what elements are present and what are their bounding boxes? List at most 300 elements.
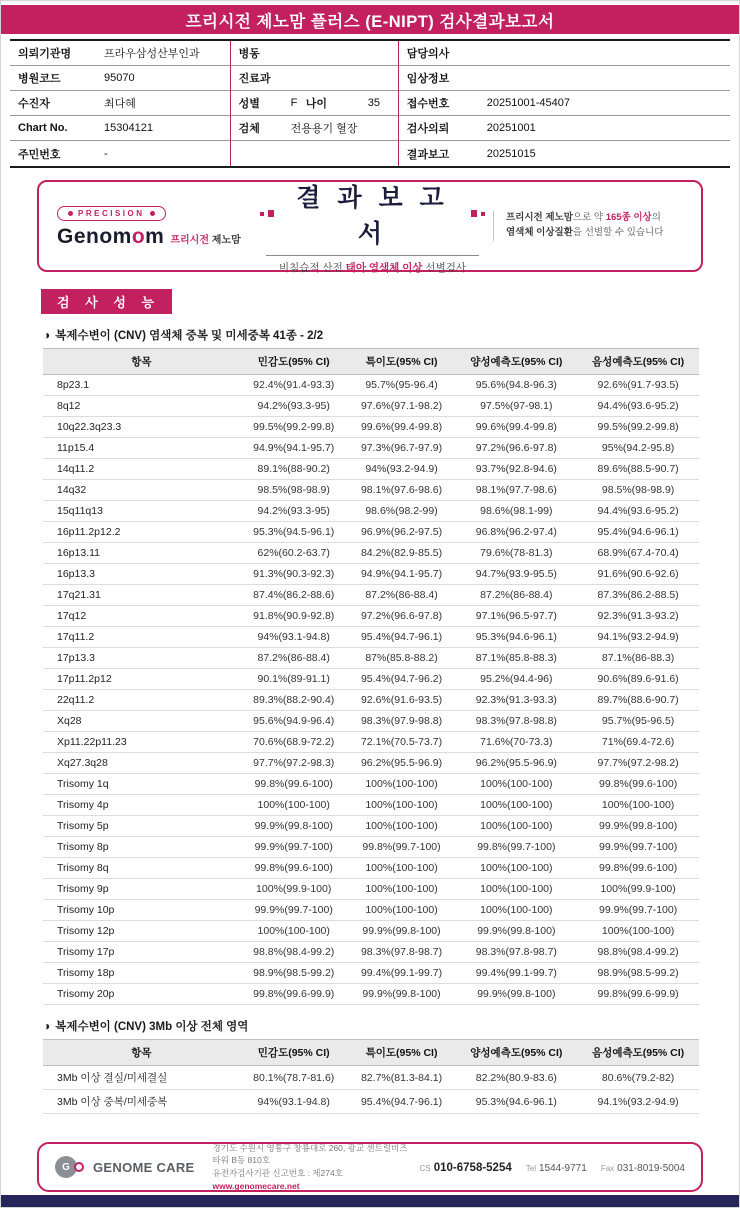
table-row xyxy=(43,879,699,900)
patient-info-row xyxy=(10,116,230,141)
value-cell: 99.8%(99.6-100) xyxy=(577,858,699,879)
table2-caption-text: 복제수변이 (CNV) 3Mb 이상 전체 영역 xyxy=(55,1021,249,1033)
value-cell: 100%(100-100) xyxy=(455,816,577,837)
value-cell: 70.6%(68.9-72.2) xyxy=(240,732,348,753)
table-row xyxy=(43,774,699,795)
promo-line-2 xyxy=(506,226,683,241)
field-label: 임상정보 xyxy=(406,73,450,85)
value-cell: 94.9%(94.1-95.7) xyxy=(240,438,348,459)
contact-info xyxy=(420,1158,685,1176)
value-cell: 68.9%(67.4-70.4) xyxy=(577,543,699,564)
value-cell: 87.2%(86-88.4) xyxy=(455,585,577,606)
value-cell: 99.8%(99.6-100) xyxy=(240,858,348,879)
item-cell: Trisomy 18p xyxy=(43,963,240,984)
value-cell: 71%(69.4-72.6) xyxy=(577,732,699,753)
report-title-banner xyxy=(1,5,739,34)
item-cell: 10q22.3q23.3 xyxy=(43,417,240,438)
field-label: 주민번호 xyxy=(18,148,61,161)
value-cell: 98.6%(98.2-99) xyxy=(348,501,456,522)
item-cell: 14q11.2 xyxy=(43,459,240,480)
item-cell: 8q12 xyxy=(43,396,240,417)
value-cell: 98.9%(98.5-99.2) xyxy=(577,963,699,984)
table-row xyxy=(43,396,699,417)
genomecare-logo xyxy=(55,1156,195,1178)
item-cell: Trisomy 4p xyxy=(43,795,240,816)
table-row xyxy=(43,375,699,396)
value-cell: 99.9%(99.7-100) xyxy=(240,900,348,921)
value-cell: 100%(100-100) xyxy=(455,879,577,900)
cs-label: CS xyxy=(419,1164,431,1173)
table-header-row xyxy=(43,1040,699,1066)
subtitle-post: 선별검사 xyxy=(422,261,467,274)
subtitle-emphasis: 태아 염색체 이상 xyxy=(345,261,423,274)
value-cell: 95.4%(94.7-96.1) xyxy=(348,1090,456,1114)
value-cell: 94.4%(93.6-95.2) xyxy=(577,396,699,417)
item-cell: Trisomy 8p xyxy=(43,837,240,858)
value-cell: 87.4%(86.2-88.6) xyxy=(240,585,348,606)
patient-info-row xyxy=(399,141,730,166)
table-row xyxy=(43,564,699,585)
value-cell: 95.6%(94.9-96.4) xyxy=(240,711,348,732)
value-cell: 87%(85.8-88.2) xyxy=(348,648,456,669)
table-row xyxy=(43,795,699,816)
tel-contact xyxy=(526,1158,587,1176)
field-value: 프라우삼성산부인과 xyxy=(104,48,200,60)
value-cell: 99.8%(99.7-100) xyxy=(455,837,577,858)
patient-info-row xyxy=(231,116,398,141)
patient-info-col-middle xyxy=(230,41,399,166)
value-cell: 98.9%(98.5-99.2) xyxy=(240,963,348,984)
logo-text-pre: Genom xyxy=(57,225,132,248)
patient-info-row xyxy=(231,141,398,166)
title-divider xyxy=(266,255,479,256)
square-decoration-icon xyxy=(481,212,485,216)
column-header: 특이도(95% CI) xyxy=(348,349,456,375)
patient-info-row xyxy=(399,91,730,116)
company-address-line2: 유전자검사기관 신고번호 : 제274호 xyxy=(212,1168,343,1178)
item-cell: 3Mb 이상 결실/미세결실 xyxy=(43,1066,240,1090)
item-cell: 16p11.2p12.2 xyxy=(43,522,240,543)
value-cell: 71.6%(70-73.3) xyxy=(455,732,577,753)
value-cell: 100%(99.9-100) xyxy=(240,879,348,900)
company-address-block xyxy=(213,1142,408,1193)
value-cell: 98.8%(98.4-99.2) xyxy=(240,942,348,963)
column-header: 특이도(95% CI) xyxy=(348,1040,456,1066)
item-cell: Trisomy 20p xyxy=(43,984,240,1005)
badge-dot-icon xyxy=(68,211,73,216)
value-cell: 82.2%(80.9-83.6) xyxy=(455,1066,577,1090)
field-label: 접수번호 xyxy=(406,98,450,110)
field-value: 35 xyxy=(367,97,381,109)
value-cell: 89.7%(88.6-90.7) xyxy=(577,690,699,711)
item-cell: 17q11.2 xyxy=(43,627,240,648)
value-cell: 100%(100-100) xyxy=(240,795,348,816)
value-cell: 96.9%(96.2-97.5) xyxy=(348,522,456,543)
value-cell: 94.9%(94.1-95.7) xyxy=(348,564,456,585)
table-row xyxy=(43,438,699,459)
logo-wordmark xyxy=(57,225,252,249)
value-cell: 94.7%(93.9-95.5) xyxy=(455,564,577,585)
patient-info-col-left xyxy=(10,41,230,166)
field-value: F xyxy=(290,97,298,109)
promo-text: 을 선별할 수 있습니다 xyxy=(572,227,664,238)
table-row xyxy=(43,1090,699,1114)
table-row xyxy=(43,753,699,774)
value-cell: 99.4%(99.1-99.7) xyxy=(455,963,577,984)
result-report-header-box xyxy=(37,180,703,272)
value-cell: 95.3%(94.6-96.1) xyxy=(455,627,577,648)
value-cell: 72.1%(70.5-73.7) xyxy=(348,732,456,753)
value-cell: 97.3%(96.7-97.9) xyxy=(348,438,456,459)
value-cell: 99.5%(99.2-99.8) xyxy=(577,417,699,438)
value-cell: 99.9%(99.7-100) xyxy=(577,837,699,858)
value-cell: 98.1%(97.6-98.6) xyxy=(348,480,456,501)
value-cell: 97.7%(97.2-98.3) xyxy=(240,753,348,774)
table-row xyxy=(43,543,699,564)
value-cell: 95.7%(95-96.5) xyxy=(577,711,699,732)
item-cell: Xp11.22p11.23 xyxy=(43,732,240,753)
table-row xyxy=(43,963,699,984)
result-report-title-block xyxy=(252,178,493,275)
column-header: 양성예측도(95% CI) xyxy=(455,1040,577,1066)
logo-text xyxy=(57,225,164,249)
table2-caption xyxy=(43,1018,697,1034)
half-circle-icon: ◑ xyxy=(43,1019,51,1033)
field-label: 의뢰기관명 xyxy=(18,48,72,60)
patient-info-row xyxy=(231,66,398,91)
logo-korean-name xyxy=(170,231,240,246)
table-row xyxy=(43,669,699,690)
value-cell: 100%(100-100) xyxy=(455,900,577,921)
genomecare-logo-ring-icon xyxy=(74,1162,84,1172)
value-cell: 92.3%(91.3-93.3) xyxy=(455,690,577,711)
value-cell: 100%(100-100) xyxy=(455,774,577,795)
field-label: 진료과 xyxy=(238,73,271,85)
field-value: 95070 xyxy=(104,72,135,84)
patient-info-row xyxy=(399,66,730,91)
value-cell: 95.4%(94.7-96.2) xyxy=(348,669,456,690)
logo-kr-precision: 프리시전 xyxy=(170,235,209,246)
value-cell: 95.4%(94.7-96.1) xyxy=(348,627,456,648)
item-cell: Trisomy 5p xyxy=(43,816,240,837)
value-cell: 97.2%(96.6-97.8) xyxy=(348,606,456,627)
patient-info-row xyxy=(231,91,398,116)
patient-info-row xyxy=(399,41,730,66)
company-name: GENOME CARE xyxy=(93,1159,195,1175)
field-value: 최다혜 xyxy=(104,98,136,110)
promo-text: 으로 약 xyxy=(572,212,606,224)
company-address-line1: 경기도 수원시 영통구 창룡대로 260, 광교 센트럴비즈타워 B동 810호 xyxy=(212,1142,408,1166)
value-cell: 99.9%(99.8-100) xyxy=(455,921,577,942)
value-cell: 100%(100-100) xyxy=(577,795,699,816)
field-label: 검체 xyxy=(238,123,260,135)
value-cell: 95.4%(94.6-96.1) xyxy=(577,522,699,543)
field-label: 수진자 xyxy=(18,98,50,110)
field-value: 전용용기 혈장 xyxy=(290,123,358,135)
value-cell: 89.1%(88-90.2) xyxy=(240,459,348,480)
value-cell: 100%(100-100) xyxy=(348,858,456,879)
table-row xyxy=(43,627,699,648)
fax-number: 031-8019-5004 xyxy=(617,1163,685,1174)
value-cell: 96.2%(95.5-96.9) xyxy=(455,753,577,774)
fax-label: Fax xyxy=(600,1164,615,1173)
item-cell: 22q11.2 xyxy=(43,690,240,711)
badge-label: PRECISION xyxy=(78,209,145,218)
value-cell: 80.6%(79.2-82) xyxy=(577,1066,699,1090)
column-header: 음성예측도(95% CI) xyxy=(577,1040,699,1066)
value-cell: 92.3%(91.3-93.2) xyxy=(577,606,699,627)
table-row xyxy=(43,900,699,921)
value-cell: 100%(100-100) xyxy=(577,921,699,942)
value-cell: 92.4%(91.4-93.3) xyxy=(240,375,348,396)
item-cell: 17q12 xyxy=(43,606,240,627)
patient-info-row xyxy=(399,116,730,141)
value-cell: 98.3%(97.8-98.8) xyxy=(455,711,577,732)
value-cell: 99.4%(99.1-99.7) xyxy=(348,963,456,984)
promo-text: 의 xyxy=(651,212,661,224)
logo-accent-o: o xyxy=(131,225,146,248)
item-cell: Trisomy 10p xyxy=(43,900,240,921)
field-value: 15304121 xyxy=(104,122,153,134)
genomecare-logo-icon: G xyxy=(55,1156,77,1178)
field-label: 병동 xyxy=(238,48,260,60)
patient-info-col-right xyxy=(399,41,730,166)
value-cell: 94.2%(93.3-95) xyxy=(240,396,348,417)
value-cell: 93.7%(92.8-94.6) xyxy=(455,459,577,480)
promo-line-1 xyxy=(506,211,683,226)
patient-info-row xyxy=(10,66,230,91)
value-cell: 98.6%(98.1-99) xyxy=(455,501,577,522)
field-label: 검사의뢰 xyxy=(406,123,450,135)
value-cell: 99.8%(99.7-100) xyxy=(348,837,456,858)
value-cell: 91.6%(90.6-92.6) xyxy=(577,564,699,585)
table-header-row xyxy=(43,349,699,375)
patient-info-row xyxy=(10,141,230,166)
value-cell: 99.9%(99.8-100) xyxy=(240,816,348,837)
footer-company-box xyxy=(37,1142,703,1192)
table-row xyxy=(43,501,699,522)
value-cell: 98.5%(98-98.9) xyxy=(240,480,348,501)
table1-caption xyxy=(43,327,697,343)
value-cell: 87.3%(86.2-88.5) xyxy=(577,585,699,606)
item-cell: 8p23.1 xyxy=(43,375,240,396)
value-cell: 87.1%(86-88.3) xyxy=(577,648,699,669)
value-cell: 89.6%(88.5-90.7) xyxy=(577,459,699,480)
table-row xyxy=(43,984,699,1005)
value-cell: 99.6%(99.4-99.8) xyxy=(348,417,456,438)
patient-info-block xyxy=(10,39,730,168)
item-cell: 17p11.2p12 xyxy=(43,669,240,690)
value-cell: 98.1%(97.7-98.6) xyxy=(455,480,577,501)
result-report-subtitle xyxy=(260,260,485,275)
promo-text: 프리시전 제노맘 xyxy=(506,212,573,224)
table-row xyxy=(43,648,699,669)
patient-info-row xyxy=(10,91,230,116)
value-cell: 94.1%(93.2-94.9) xyxy=(577,627,699,648)
value-cell: 97.7%(97.2-98.2) xyxy=(577,753,699,774)
promo-text-block xyxy=(493,211,683,240)
table-row xyxy=(43,711,699,732)
value-cell: 99.9%(99.8-100) xyxy=(577,816,699,837)
field-value: 20251015 xyxy=(486,147,536,160)
value-cell: 89.3%(88.2-90.4) xyxy=(240,690,348,711)
value-cell: 99.9%(99.8-100) xyxy=(348,984,456,1005)
value-cell: 94%(93.1-94.8) xyxy=(240,1090,348,1114)
column-header: 양성예측도(95% CI) xyxy=(455,349,577,375)
section-header-test-performance: 검 사 성 능 xyxy=(41,289,172,314)
field-value: 20251001-45407 xyxy=(486,97,570,109)
value-cell: 100%(100-100) xyxy=(348,879,456,900)
value-cell: 87.2%(86-88.4) xyxy=(240,648,348,669)
value-cell: 79.6%(78-81.3) xyxy=(455,543,577,564)
field-value: - xyxy=(104,147,108,160)
item-cell: 11p15.4 xyxy=(43,438,240,459)
value-cell: 100%(100-100) xyxy=(348,795,456,816)
value-cell: 87.1%(85.8-88.3) xyxy=(455,648,577,669)
tel-number: 1544-9771 xyxy=(538,1163,587,1174)
table-row xyxy=(43,921,699,942)
value-cell: 94%(93.2-94.9) xyxy=(348,459,456,480)
value-cell: 95%(94.2-95.8) xyxy=(577,438,699,459)
value-cell: 98.8%(98.4-99.2) xyxy=(577,942,699,963)
value-cell: 94.1%(93.2-94.9) xyxy=(577,1090,699,1114)
field-value: 20251001 xyxy=(486,122,536,134)
subtitle-pre: 비침습적 산전 xyxy=(278,261,346,274)
value-cell: 98.3%(97.8-98.7) xyxy=(348,942,456,963)
square-decoration-icon xyxy=(260,212,264,216)
cs-contact xyxy=(420,1158,512,1176)
logo-kr-genomom: 제노맘 xyxy=(211,235,241,246)
value-cell: 99.8%(99.6-99.9) xyxy=(240,984,348,1005)
table-row xyxy=(43,480,699,501)
table-row xyxy=(43,585,699,606)
value-cell: 90.6%(89.6-91.6) xyxy=(577,669,699,690)
item-cell: Trisomy 9p xyxy=(43,879,240,900)
column-header: 민감도(95% CI) xyxy=(240,349,348,375)
value-cell: 97.2%(96.6-97.8) xyxy=(455,438,577,459)
table-row xyxy=(43,417,699,438)
field-label: 담당의사 xyxy=(406,48,450,60)
item-cell: 17q21.31 xyxy=(43,585,240,606)
value-cell: 99.6%(99.4-99.8) xyxy=(455,417,577,438)
item-cell: 15q11q13 xyxy=(43,501,240,522)
item-cell: 16p13.3 xyxy=(43,564,240,585)
genomom-logo xyxy=(57,203,252,249)
value-cell: 87.2%(86-88.4) xyxy=(348,585,456,606)
value-cell: 99.9%(99.7-100) xyxy=(240,837,348,858)
value-cell: 100%(99.9-100) xyxy=(577,879,699,900)
table-row xyxy=(43,459,699,480)
value-cell: 90.1%(89-91.1) xyxy=(240,669,348,690)
value-cell: 95.2%(94.4-96) xyxy=(455,669,577,690)
value-cell: 99.8%(99.6-100) xyxy=(577,774,699,795)
field-label: Chart No. xyxy=(18,122,68,134)
value-cell: 100%(100-100) xyxy=(455,858,577,879)
value-cell: 100%(100-100) xyxy=(455,795,577,816)
table-row xyxy=(43,1066,699,1090)
value-cell: 91.8%(90.9-92.8) xyxy=(240,606,348,627)
item-cell: Trisomy 8q xyxy=(43,858,240,879)
fax-contact xyxy=(601,1158,685,1176)
table-row xyxy=(43,522,699,543)
value-cell: 91.3%(90.3-92.3) xyxy=(240,564,348,585)
value-cell: 99.5%(99.2-99.8) xyxy=(240,417,348,438)
field-label: 성별 xyxy=(238,98,260,110)
value-cell: 80.1%(78.7-81.6) xyxy=(240,1066,348,1090)
value-cell: 100%(100-100) xyxy=(240,921,348,942)
column-header: 항목 xyxy=(43,349,240,375)
value-cell: 100%(100-100) xyxy=(348,774,456,795)
value-cell: 98.3%(97.9-98.8) xyxy=(348,711,456,732)
item-cell: 14q32 xyxy=(43,480,240,501)
column-header: 민감도(95% CI) xyxy=(240,1040,348,1066)
value-cell: 98.5%(98-98.9) xyxy=(577,480,699,501)
table-row xyxy=(43,942,699,963)
promo-highlight: 165종 이상 xyxy=(605,212,652,224)
cnv-3mb-performance-table xyxy=(43,1039,699,1114)
item-cell: 17p13.3 xyxy=(43,648,240,669)
tel-label: Tel xyxy=(525,1164,536,1173)
field-label: 병원코드 xyxy=(18,73,61,85)
field-label: 나이 xyxy=(305,98,328,110)
table-row xyxy=(43,606,699,627)
table-row xyxy=(43,690,699,711)
table-row xyxy=(43,732,699,753)
square-decoration-icon xyxy=(471,210,477,217)
logo-text-post: m xyxy=(145,225,165,248)
value-cell: 97.1%(96.5-97.7) xyxy=(455,606,577,627)
value-cell: 62%(60.2-63.7) xyxy=(240,543,348,564)
value-cell: 97.6%(97.1-98.2) xyxy=(348,396,456,417)
value-cell: 84.2%(82.9-85.5) xyxy=(348,543,456,564)
item-cell: Trisomy 12p xyxy=(43,921,240,942)
half-circle-icon: ◑ xyxy=(43,328,51,342)
field-label: 결과보고 xyxy=(406,148,450,161)
value-cell: 97.5%(97-98.1) xyxy=(455,396,577,417)
table-row xyxy=(43,858,699,879)
value-cell: 99.9%(99.8-100) xyxy=(455,984,577,1005)
value-cell: 95.3%(94.6-96.1) xyxy=(455,1090,577,1114)
value-cell: 94%(93.1-94.8) xyxy=(240,627,348,648)
bottom-navy-bar xyxy=(1,1195,739,1207)
value-cell: 99.8%(99.6-100) xyxy=(240,774,348,795)
value-cell: 94.2%(93.3-95) xyxy=(240,501,348,522)
report-title: 프리시전 제노맘 플러스 (E-NIPT) 검사결과보고서 xyxy=(185,12,555,31)
company-website-link[interactable]: www.genomecare.net xyxy=(212,1180,300,1191)
table-row xyxy=(43,816,699,837)
badge-dot-icon xyxy=(150,211,155,216)
column-header: 항목 xyxy=(43,1040,240,1066)
column-header: 음성예측도(95% CI) xyxy=(577,349,699,375)
precision-badge xyxy=(57,206,166,221)
value-cell: 95.7%(95-96.4) xyxy=(348,375,456,396)
value-cell: 94.4%(93.6-95.2) xyxy=(577,501,699,522)
value-cell: 95.6%(94.8-96.3) xyxy=(455,375,577,396)
cnv-duplication-performance-table xyxy=(43,348,699,1005)
item-cell: Xq27.3q28 xyxy=(43,753,240,774)
result-report-title-row xyxy=(260,178,485,250)
item-cell: 3Mb 이상 중복/미세중복 xyxy=(43,1090,240,1114)
value-cell: 82.7%(81.3-84.1) xyxy=(348,1066,456,1090)
value-cell: 99.9%(99.7-100) xyxy=(577,900,699,921)
value-cell: 100%(100-100) xyxy=(348,816,456,837)
table-row xyxy=(43,837,699,858)
cs-number: 010-6758-5254 xyxy=(433,1162,512,1174)
value-cell: 98.3%(97.8-98.7) xyxy=(455,942,577,963)
item-cell: Trisomy 1q xyxy=(43,774,240,795)
value-cell: 99.9%(99.8-100) xyxy=(348,921,456,942)
table1-caption-text: 복제수변이 (CNV) 염색체 중복 및 미세중복 41종 - 2/2 xyxy=(55,330,324,342)
